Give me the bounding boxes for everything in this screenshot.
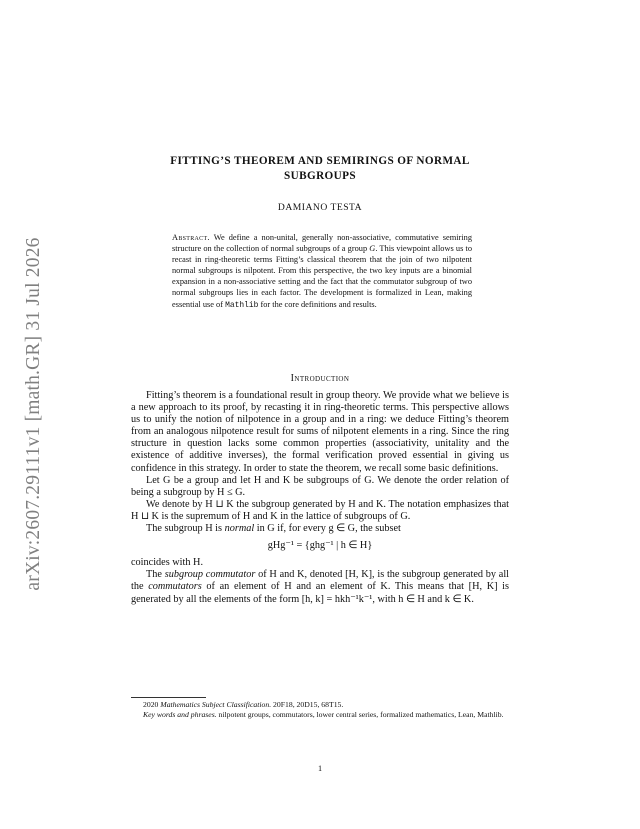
paragraph-6-emphasis-2: commutators	[148, 581, 202, 593]
abstract-label: Abstract.	[172, 233, 210, 242]
paragraph-4-emphasis: normal	[224, 523, 255, 535]
msc-label: Mathematics Subject Classification.	[160, 700, 272, 709]
title-line-2: SUBGROUPS	[284, 170, 356, 182]
paragraph-1: Fitting’s theorem is a foundational result in group theory. We provide what we believe is a new approach to its proof, by recasting it in ring-theoretic terms. This perspective allows us to unify the notion of nilpotence in a group and in a ring: we deduce Fitting’s theorem from an analogous nilpotence result for sums of nilpotent elements in a ring. Since the ring structure in question lacks some common properties (associativity, unitality and the existence of additive inverses), the formal verification proved essential in giving us confidence in this strategy. In order to state the theorem, we recall some basic definitions.	[131, 390, 509, 474]
paragraph-4-pre: The subgroup H is	[146, 523, 223, 535]
paragraph-6	[131, 569, 509, 605]
paragraph-5: coincides with H.	[131, 557, 204, 569]
keywords-text: nilpotent groups, commutators, lower central series, formalized mathematics, Lean, Mathlib.	[218, 710, 504, 720]
footnote-rule	[131, 697, 206, 698]
paragraph-6-pre: The	[146, 569, 162, 581]
author-name: DAMIANO TESTA	[277, 202, 363, 213]
section-heading-introduction: Introduction	[290, 373, 350, 384]
abstract	[172, 232, 472, 311]
paper-title	[120, 154, 520, 184]
paragraph-4-post: in G if, for every g ∈ G, the subset	[256, 523, 401, 535]
msc-codes: 20F18, 20D15, 68T15.	[273, 700, 344, 709]
paragraph-6-emphasis-1: subgroup commutator	[164, 569, 256, 581]
paragraph-6-post: of an element of H and an element of K. This means that [H, K] is generated by all the elements of the form [h, k] = hkh⁻¹k⁻¹, with h ∈ H and k ∈ K.	[131, 581, 510, 605]
abstract-group-symbol: G	[369, 244, 376, 254]
paragraph-2: Let G be a group and let H and K be subgroups of G. We denote the order relation of being a subgroup by H ≤ G.	[131, 474, 509, 498]
footnotes	[131, 700, 509, 720]
msc-year: 2020	[143, 700, 159, 709]
abstract-text-1: We define a non-unital, generally non-associative, commutative semiring structure on the collection of normal subgroups of a group	[172, 233, 472, 254]
footnote-msc	[131, 700, 509, 710]
abstract-text-3: for the core definitions and results.	[260, 299, 377, 309]
paragraph-3: We denote by H ⊔ K the subgroup generated by H and K. The notation emphasizes that H ⊔ K is the supremum of H and K in the lattice of subgroups of G.	[131, 498, 509, 522]
footnote-keywords	[131, 710, 509, 720]
paragraph-4	[131, 523, 509, 535]
keywords-label: Key words and phrases.	[143, 710, 217, 720]
arxiv-stamp: arXiv:2607.29111v1 [math.GR] 31 Jul 2026	[23, 237, 44, 591]
title-line-1: FITTING’S THEOREM AND SEMIRINGS OF NORMAL	[170, 155, 470, 167]
page-number: 1	[317, 764, 323, 773]
introduction-body	[131, 390, 509, 606]
abstract-mathlib: Mathlib	[225, 300, 259, 310]
paragraph-6-mid: of H and K, denoted [H, K], is the subgroup generated by all the	[131, 569, 510, 593]
abstract-text-2: . This viewpoint allows us to recast in ring-theoretic terms Fitting’s classical theorem that the join of two nilpotent normal subgroups is nilpotent. From this perspective, the two key inputs are a binomial expansion in a non-associative setting and the fact that the commutator subgroup of two normal subgroups lies in each factor. The development is formalized in Lean, making essential use of	[172, 244, 472, 309]
display-formula: gHg⁻¹ = {ghg⁻¹ | h ∈ H}	[267, 540, 373, 552]
